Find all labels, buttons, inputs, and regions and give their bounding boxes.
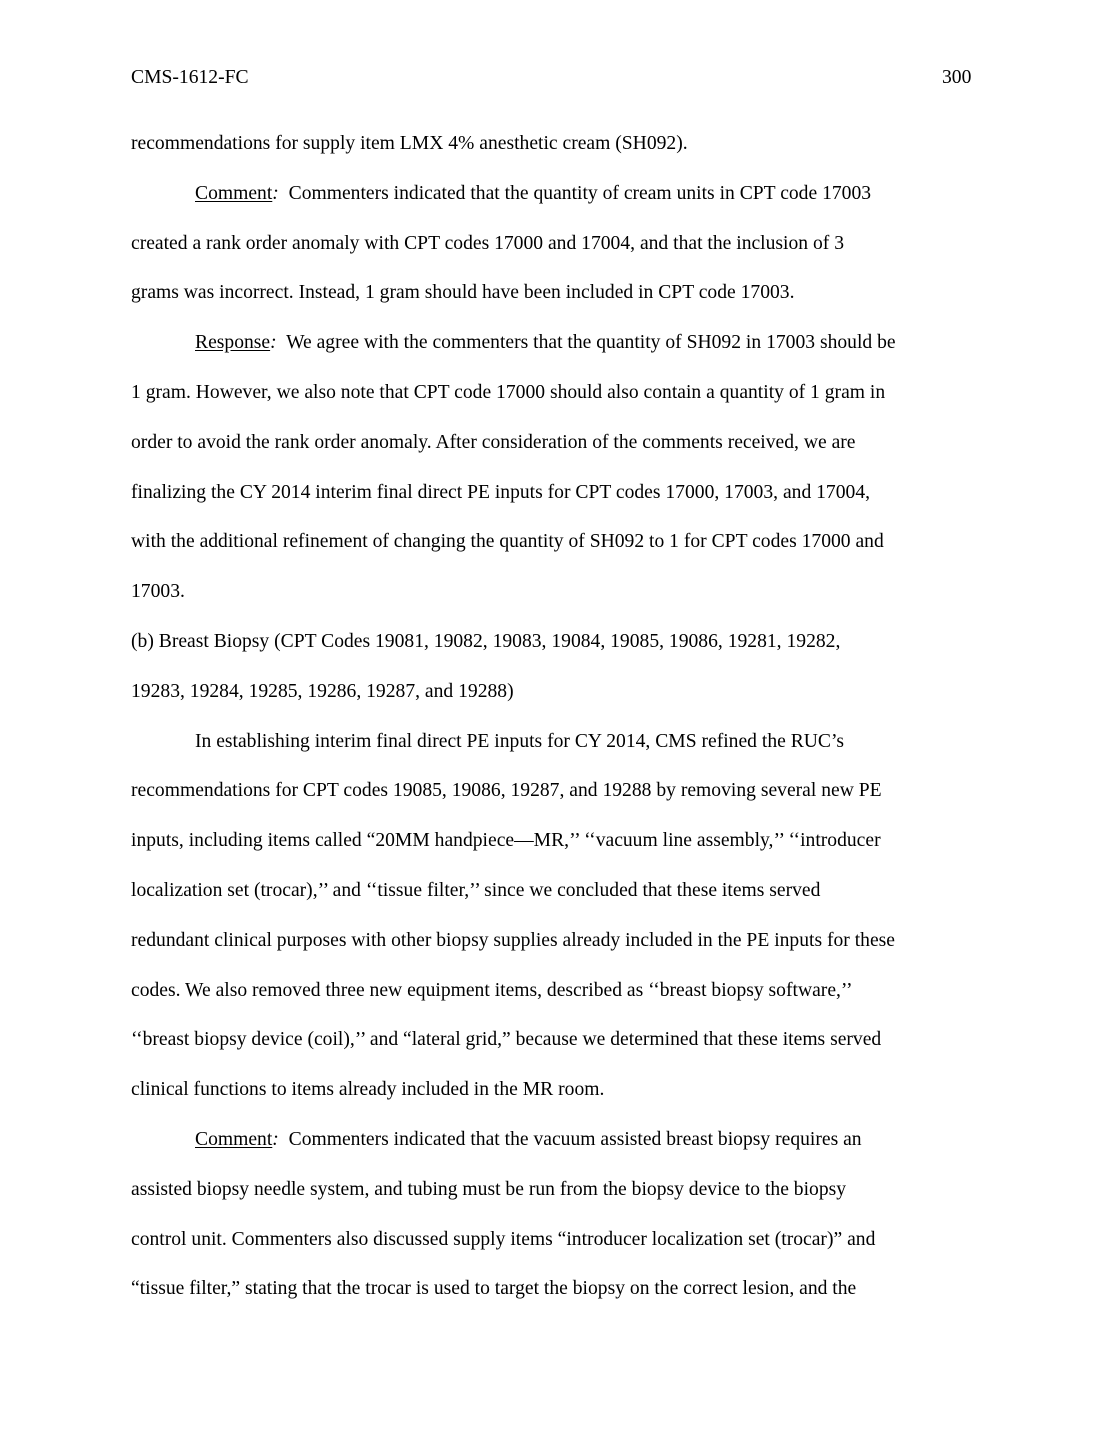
section-heading: (b) Breast Biopsy (CPT Codes 19081, 19082, 19083, 19084, 19085, 19086, 19281, 19282, <box>131 630 841 652</box>
text-line: ‘‘breast biopsy device (coil),’’ and “lateral grid,” because we determined that these items served <box>131 1029 882 1051</box>
document-body <box>131 119 981 1314</box>
text-line: with the additional refinement of changing the quantity of SH092 to 1 for CPT codes 17000 and <box>131 531 884 553</box>
text-line: order to avoid the rank order anomaly. After consideration of the comments received, we are <box>131 431 856 453</box>
text-line: redundant clinical purposes with other biopsy supplies already included in the PE inputs for these <box>131 929 895 951</box>
text-line: grams was incorrect. Instead, 1 gram should have been included in CPT code 17003. <box>131 282 795 304</box>
text-line: “tissue filter,” stating that the trocar is used to target the biopsy on the correct lesion, and the <box>131 1278 857 1300</box>
text-line: assisted biopsy needle system, and tubing must be run from the biopsy device to the biopsy <box>131 1178 847 1200</box>
text-line: recommendations for supply item LMX 4% anesthetic cream (SH092). <box>131 133 688 154</box>
text-line: 17003. <box>131 581 185 603</box>
text-line: In establishing interim final direct PE inputs for CY 2014, CMS refined the RUC’s <box>195 730 845 752</box>
text-line: control unit. Commenters also discussed supply items “introducer localization set (trocar)” and <box>131 1228 876 1250</box>
text-line: codes. We also removed three new equipment items, described as ‘‘breast biopsy software,’’ <box>131 979 853 1001</box>
text-line: We agree with the commenters that the quantity of SH092 in 17003 should be <box>276 332 896 354</box>
label-colon: : <box>270 332 277 354</box>
section-heading: 19283, 19284, 19285, 19286, 19287, and 19288) <box>131 680 514 702</box>
document-id: CMS-1612-FC <box>131 67 249 88</box>
comment-paragraph-start <box>131 169 981 219</box>
label-colon: : <box>272 182 279 204</box>
text-line: created a rank order anomaly with CPT codes 17000 and 17004, and that the inclusion of 3 <box>131 232 844 254</box>
text-line: Commenters indicated that the quantity of cream units in CPT code 17003 <box>278 182 872 204</box>
text-line: clinical functions to items already included in the MR room. <box>131 1079 605 1101</box>
response-label: Response <box>195 332 271 354</box>
text-line: 1 gram. However, we also note that CPT code 17000 should also contain a quantity of 1 gram in <box>131 381 886 403</box>
comment-label: Comment <box>195 182 273 204</box>
text-line: inputs, including items called “20MM handpiece—MR,’’ ‘‘vacuum line assembly,’’ ‘‘introducer <box>131 830 881 852</box>
page-number: 300 <box>942 67 972 88</box>
text-line: localization set (trocar),’’ and ‘‘tissue filter,’’ since we concluded that these items served <box>131 879 821 901</box>
comment-label: Comment <box>195 1128 273 1150</box>
text-line: Commenters indicated that the vacuum assisted breast biopsy requires an <box>278 1128 862 1150</box>
text-line: recommendations for CPT codes 19085, 19086, 19287, and 19288 by removing several new PE <box>131 780 882 802</box>
text-line: finalizing the CY 2014 interim final direct PE inputs for CPT codes 17000, 17003, and 17004, <box>131 481 871 503</box>
label-colon: : <box>272 1128 279 1150</box>
comment-paragraph-start <box>131 1115 981 1165</box>
response-paragraph-start <box>131 318 981 368</box>
